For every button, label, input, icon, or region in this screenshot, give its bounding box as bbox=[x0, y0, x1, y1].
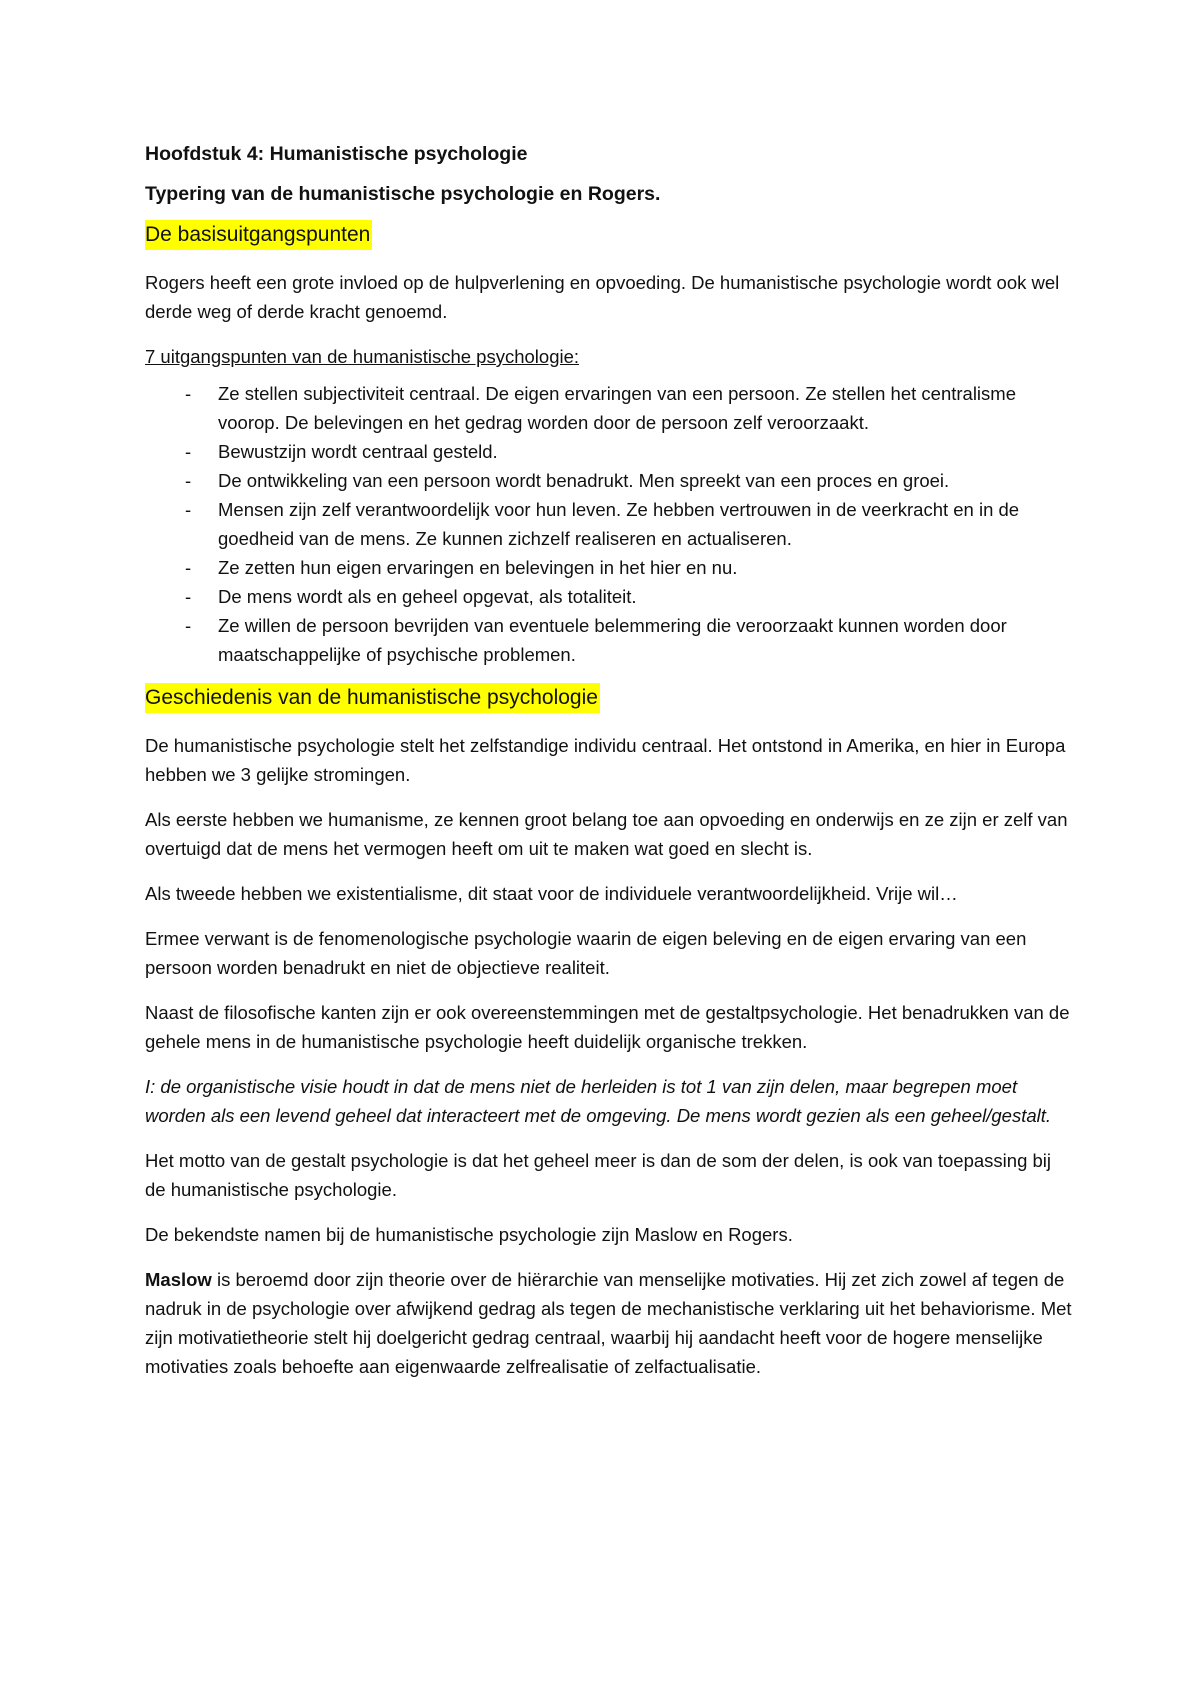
paragraph: Als tweede hebben we existentialisme, dit staat voor de individuele verantwoordelijkheid. Vrije wil… bbox=[145, 883, 958, 904]
paragraph: De bekendste namen bij de humanistische psychologie zijn Maslow en Rogers. bbox=[145, 1224, 793, 1245]
maslow-paragraph: Maslow is beroemd door zijn theorie over de hiërarchie van menselijke motivaties. Hij zet zich zowel af tegen de nadruk in de psychologie over afwijkend gedrag als tegen de mechanistische verklaring uit het behaviorisme. Met zijn motivatietheorie stelt hij doelgericht gedrag centraal, waarbij hij aandacht heeft voor de hogere menselijke motivaties zoals behoefte aan eigenwaarde zelfrealisatie of zelfactualisatie. bbox=[145, 1269, 1072, 1377]
document-page bbox=[145, 140, 1075, 1397]
list-item: - Mensen zijn zelf verantwoordelijk voor hun leven. Ze hebben vertrouwen in de veerkracht en in de goedheid van de mens. Ze kunnen zichzelf realiseren en actualiseren. bbox=[185, 499, 1020, 549]
chapter-title: Hoofdstuk 4: Humanistische psychologie bbox=[145, 143, 528, 165]
list-item: - De mens wordt als en geheel opgevat, als totaliteit. bbox=[185, 586, 637, 607]
paragraph: Ermee verwant is de fenomenologische psychologie waarin de eigen beleving en de eigen ervaring van een persoon worden benadrukt en niet de objectieve realiteit. bbox=[145, 928, 1027, 978]
list-item: - Ze willen de persoon bevrijden van eventuele belemmering die veroorzaakt kunnen worden door maatschappelijke of psychische problemen. bbox=[185, 615, 1007, 665]
italic-note: I: de organistische visie houdt in dat de mens niet de herleiden is tot 1 van zijn delen, maar begrepen moet worden als een levend geheel dat interacteert met de omgeving. De mens wordt gezien als een geheel/gestalt. bbox=[145, 1076, 1052, 1126]
maslow-name: Maslow bbox=[145, 1269, 212, 1290]
paragraph: Het motto van de gestalt psychologie is dat het geheel meer is dan de som der delen, is ook van toepassing bij de humanistische psychologie. bbox=[145, 1150, 1052, 1200]
list-item: - Ze zetten hun eigen ervaringen en belevingen in het hier en nu. bbox=[185, 557, 738, 578]
paragraph: De humanistische psychologie stelt het zelfstandige individu centraal. Het ontstond in Amerika, en hier in Europa hebben we 3 gelijke stromingen. bbox=[145, 735, 1066, 785]
section-heading-geschiedenis: Geschiedenis van de humanistische psychologie bbox=[145, 683, 600, 713]
list-item: - De ontwikkeling van een persoon wordt benadrukt. Men spreekt van een proces en groei. bbox=[185, 470, 950, 491]
list-item: - Bewustzijn wordt centraal gesteld. bbox=[185, 441, 498, 462]
list-item: - Ze stellen subjectiviteit centraal. De eigen ervaringen van een persoon. Ze stellen het centralisme voorop. De belevingen en het gedrag worden door de persoon zelf veroorzaakt. bbox=[185, 383, 1016, 433]
paragraph: Naast de filosofische kanten zijn er ook overeenstemmingen met de gestaltpsychologie. Het benadrukken van de gehele mens in de humanistische psychologie heeft duidelijk organische trekken. bbox=[145, 1002, 1070, 1052]
paragraph: Als eerste hebben we humanisme, ze kennen groot belang toe aan opvoeding en onderwijs en ze zijn er zelf van overtuigd dat de mens het vermogen heeft om uit te maken wat goed en slecht is. bbox=[145, 809, 1068, 859]
document-subtitle: Typering van de humanistische psychologie en Rogers. bbox=[145, 183, 661, 205]
section1-intro: Rogers heeft een grote invloed op de hulpverlening en opvoeding. De humanistische psychologie wordt ook wel derde weg of derde kracht genoemd. bbox=[145, 272, 1060, 322]
principles-list bbox=[145, 379, 1075, 669]
section-heading-basisuitgangspunten: De basisuitgangspunten bbox=[145, 220, 372, 250]
list-title: 7 uitgangspunten van de humanistische psychologie: bbox=[145, 346, 580, 367]
